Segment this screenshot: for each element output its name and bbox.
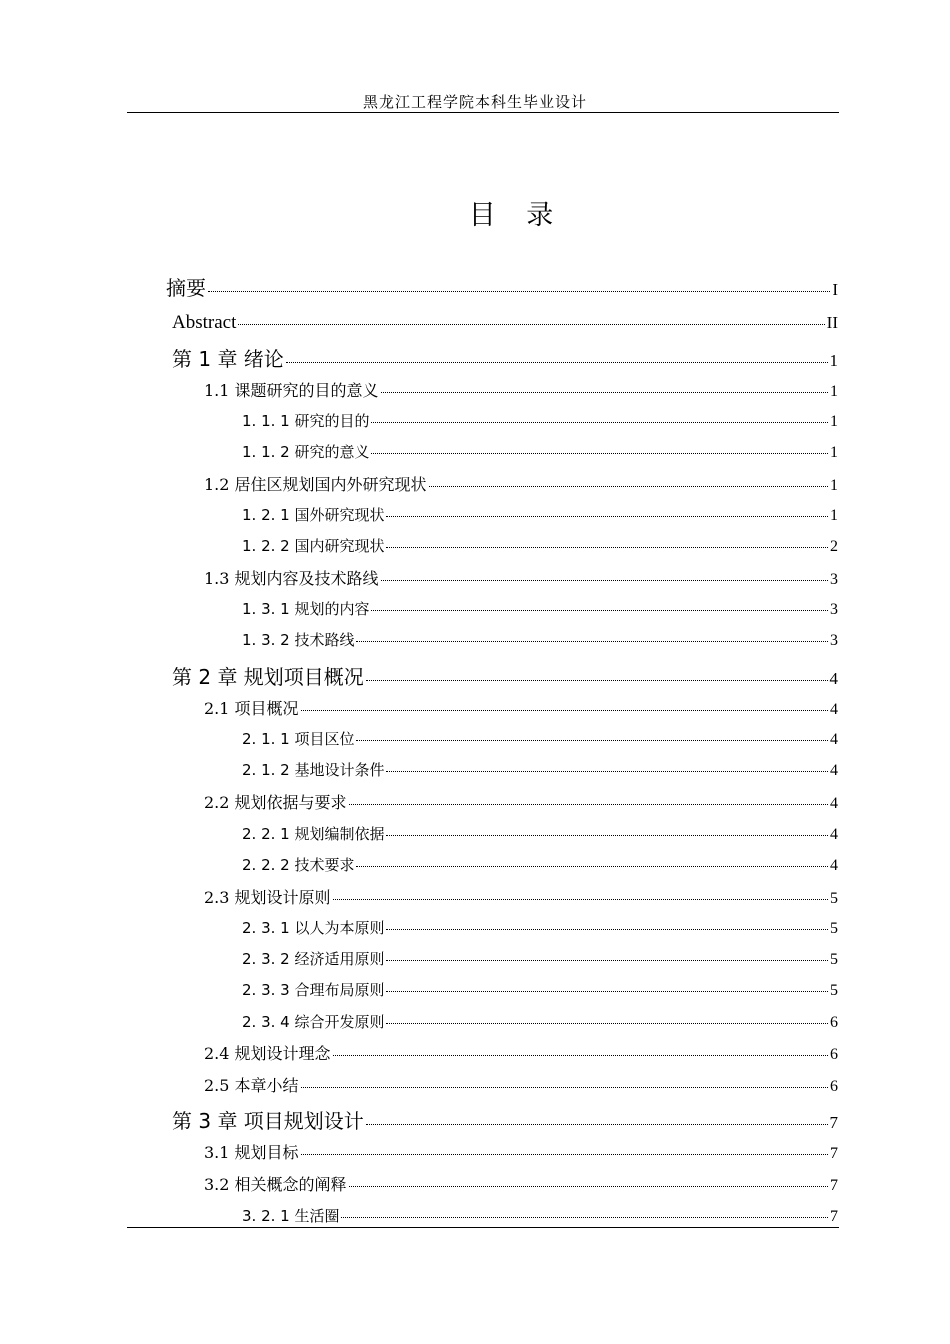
toc-entry-label: 2. 3. 2 经济适用原则 — [242, 950, 385, 968]
toc-entry[interactable] — [242, 539, 838, 555]
toc-dot-leader — [349, 1186, 828, 1187]
toc-entry-label: 1.1 课题研究的目的意义 — [204, 381, 379, 400]
toc-entry-page-number: 7 — [829, 1113, 838, 1132]
toc-entry-page-number: 6 — [830, 1014, 838, 1031]
toc-dot-leader — [356, 641, 828, 642]
toc-dot-leader — [366, 1124, 828, 1125]
toc-entry-label: 1. 2. 1 国外研究现状 — [242, 506, 385, 524]
toc-dot-leader — [356, 740, 828, 741]
toc-entry-page-number: 4 — [830, 731, 838, 748]
toc-entry[interactable] — [242, 858, 838, 874]
toc-entry[interactable] — [242, 414, 838, 430]
footer-rule — [127, 1227, 839, 1228]
toc-entry-label: 1. 2. 2 国内研究现状 — [242, 537, 385, 555]
toc-dot-leader — [333, 1055, 828, 1056]
toc-entry-page-number: 5 — [830, 920, 838, 937]
toc-entry-label: 1. 1. 1 研究的目的 — [242, 412, 370, 430]
toc-entry-label: 摘要 — [166, 276, 206, 300]
toc-dot-leader — [366, 680, 828, 681]
toc-entry-label: 1.3 规划内容及技术路线 — [204, 569, 379, 588]
toc-entry-label: 2.2 规划依据与要求 — [204, 793, 347, 812]
toc-entry[interactable] — [242, 1015, 838, 1031]
toc-entry-label: 2.4 规划设计理念 — [204, 1044, 331, 1063]
toc-entry-page-number: 3 — [830, 632, 838, 649]
toc-entry[interactable] — [204, 571, 838, 588]
toc-dot-leader — [238, 324, 824, 325]
toc-entry[interactable] — [204, 1177, 838, 1194]
toc-dot-leader — [381, 580, 828, 581]
toc-entry-page-number: 5 — [830, 890, 838, 907]
toc-entry-page-number: 3 — [830, 571, 838, 588]
toc-entry-label: 2. 3. 3 合理布局原则 — [242, 981, 385, 999]
toc-entry-page-number: 7 — [830, 1177, 838, 1194]
toc-entry-label: 2. 2. 1 规划编制依据 — [242, 825, 385, 843]
toc-entry[interactable] — [242, 921, 838, 937]
toc-dot-leader — [349, 804, 828, 805]
header-rule — [127, 112, 839, 113]
toc-entry[interactable] — [242, 732, 838, 748]
toc-entry[interactable] — [204, 1046, 838, 1063]
toc-entry[interactable] — [242, 602, 838, 618]
toc-entry-page-number: 7 — [830, 1208, 838, 1225]
toc-entry[interactable] — [242, 827, 838, 843]
toc-entry-page-number: 4 — [830, 701, 838, 718]
toc-entry-label: 1. 3. 2 技术路线 — [242, 631, 355, 649]
toc-dot-leader — [386, 516, 828, 517]
toc-dot-leader — [301, 1087, 828, 1088]
toc-dot-leader — [386, 771, 828, 772]
toc-entry-label: 1. 1. 2 研究的意义 — [242, 443, 370, 461]
toc-dot-leader — [371, 453, 828, 454]
toc-dot-leader — [371, 610, 828, 611]
toc-entry[interactable] — [204, 1078, 838, 1095]
toc-entry[interactable] — [172, 313, 838, 332]
toc-entry-page-number: 1 — [829, 351, 838, 370]
toc-dot-leader — [429, 486, 828, 487]
toc-dot-leader — [371, 422, 828, 423]
toc-entry[interactable] — [204, 795, 838, 812]
toc-dot-leader — [301, 1154, 828, 1155]
toc-dot-leader — [386, 960, 828, 961]
toc-entry-label: 2. 1. 1 项目区位 — [242, 730, 355, 748]
toc-entry-label: 第 2 章 规划项目概况 — [172, 665, 364, 689]
toc-entry[interactable] — [242, 508, 838, 524]
toc-entry-page-number: 4 — [829, 669, 838, 688]
toc-entry-label: 1.2 居住区规划国内外研究现状 — [204, 475, 427, 494]
toc-entry[interactable] — [242, 445, 838, 461]
toc-dot-leader — [386, 929, 828, 930]
toc-entry-label: 2.3 规划设计原则 — [204, 888, 331, 907]
toc-entry-label: Abstract — [172, 312, 237, 333]
toc-dot-leader — [356, 866, 828, 867]
toc-entry[interactable] — [204, 1145, 838, 1162]
toc-entry-page-number: 4 — [830, 762, 838, 779]
toc-dot-leader — [386, 1023, 828, 1024]
toc-entry-label: 2.5 本章小结 — [204, 1076, 299, 1095]
toc-entry[interactable] — [172, 1111, 838, 1131]
toc-entry-page-number: 3 — [830, 601, 838, 618]
toc-dot-leader — [208, 291, 830, 292]
toc-entry-label: 第 3 章 项目规划设计 — [172, 1109, 364, 1133]
toc-dot-leader — [341, 1217, 828, 1218]
toc-entry-page-number: 1 — [830, 413, 838, 430]
toc-entry-label: 2.1 项目概况 — [204, 699, 299, 718]
toc-dot-leader — [386, 547, 828, 548]
toc-dot-leader — [386, 835, 828, 836]
toc-entry-page-number: 5 — [830, 982, 838, 999]
toc-entry-label: 2. 1. 2 基地设计条件 — [242, 761, 385, 779]
toc-entry[interactable] — [204, 477, 838, 494]
toc-dot-leader — [301, 710, 828, 711]
toc-entry-page-number: 4 — [830, 826, 838, 843]
toc-entry[interactable] — [204, 383, 838, 400]
toc-entry-page-number: 4 — [830, 795, 838, 812]
toc-entry-page-number: 1 — [830, 444, 838, 461]
toc-entry-label: 1. 3. 1 规划的内容 — [242, 600, 370, 618]
page-header-title: 黑龙江工程学院本科生毕业设计 — [362, 93, 587, 111]
toc-dot-leader — [381, 392, 828, 393]
toc-entry[interactable] — [242, 983, 838, 999]
toc-entry-label: 2. 2. 2 技术要求 — [242, 856, 355, 874]
toc-entry-label: 3.1 规划目标 — [204, 1143, 299, 1162]
toc-entry-label: 3.2 相关概念的阐释 — [204, 1175, 347, 1194]
toc-entry[interactable] — [166, 278, 838, 298]
toc-entry-page-number: II — [826, 313, 838, 332]
toc-entry[interactable] — [242, 952, 838, 968]
toc-entry[interactable] — [204, 890, 838, 907]
toc-entry-label: 2. 3. 4 综合开发原则 — [242, 1013, 385, 1031]
toc-entry-page-number: 1 — [830, 477, 838, 494]
toc-entry-page-number: 1 — [830, 383, 838, 400]
toc-entry[interactable] — [172, 349, 838, 369]
toc-entry-page-number: 1 — [830, 507, 838, 524]
toc-entry[interactable] — [242, 763, 838, 779]
toc-dot-leader — [333, 899, 828, 900]
toc-title: 目 录 — [468, 200, 554, 231]
toc-entry-page-number: 6 — [830, 1078, 838, 1095]
toc-entry-label: 3. 2. 1 生活圈 — [242, 1207, 340, 1225]
toc-entry-page-number: 7 — [830, 1145, 838, 1162]
toc-entry[interactable] — [242, 633, 838, 649]
toc-entry-label: 2. 3. 1 以人为本原则 — [242, 919, 385, 937]
toc-dot-leader — [386, 991, 828, 992]
toc-entry-page-number: 5 — [830, 951, 838, 968]
toc-dot-leader — [286, 362, 828, 363]
toc-entry-page-number: 2 — [830, 538, 838, 555]
toc-entry-label: 第 1 章 绪论 — [172, 347, 284, 371]
toc-entry-page-number: 4 — [830, 857, 838, 874]
toc-entry[interactable] — [204, 701, 838, 718]
toc-entry[interactable] — [242, 1209, 838, 1225]
toc-entry-page-number: 6 — [830, 1046, 838, 1063]
toc-entry-page-number: I — [832, 280, 838, 299]
toc-entry[interactable] — [172, 667, 838, 687]
